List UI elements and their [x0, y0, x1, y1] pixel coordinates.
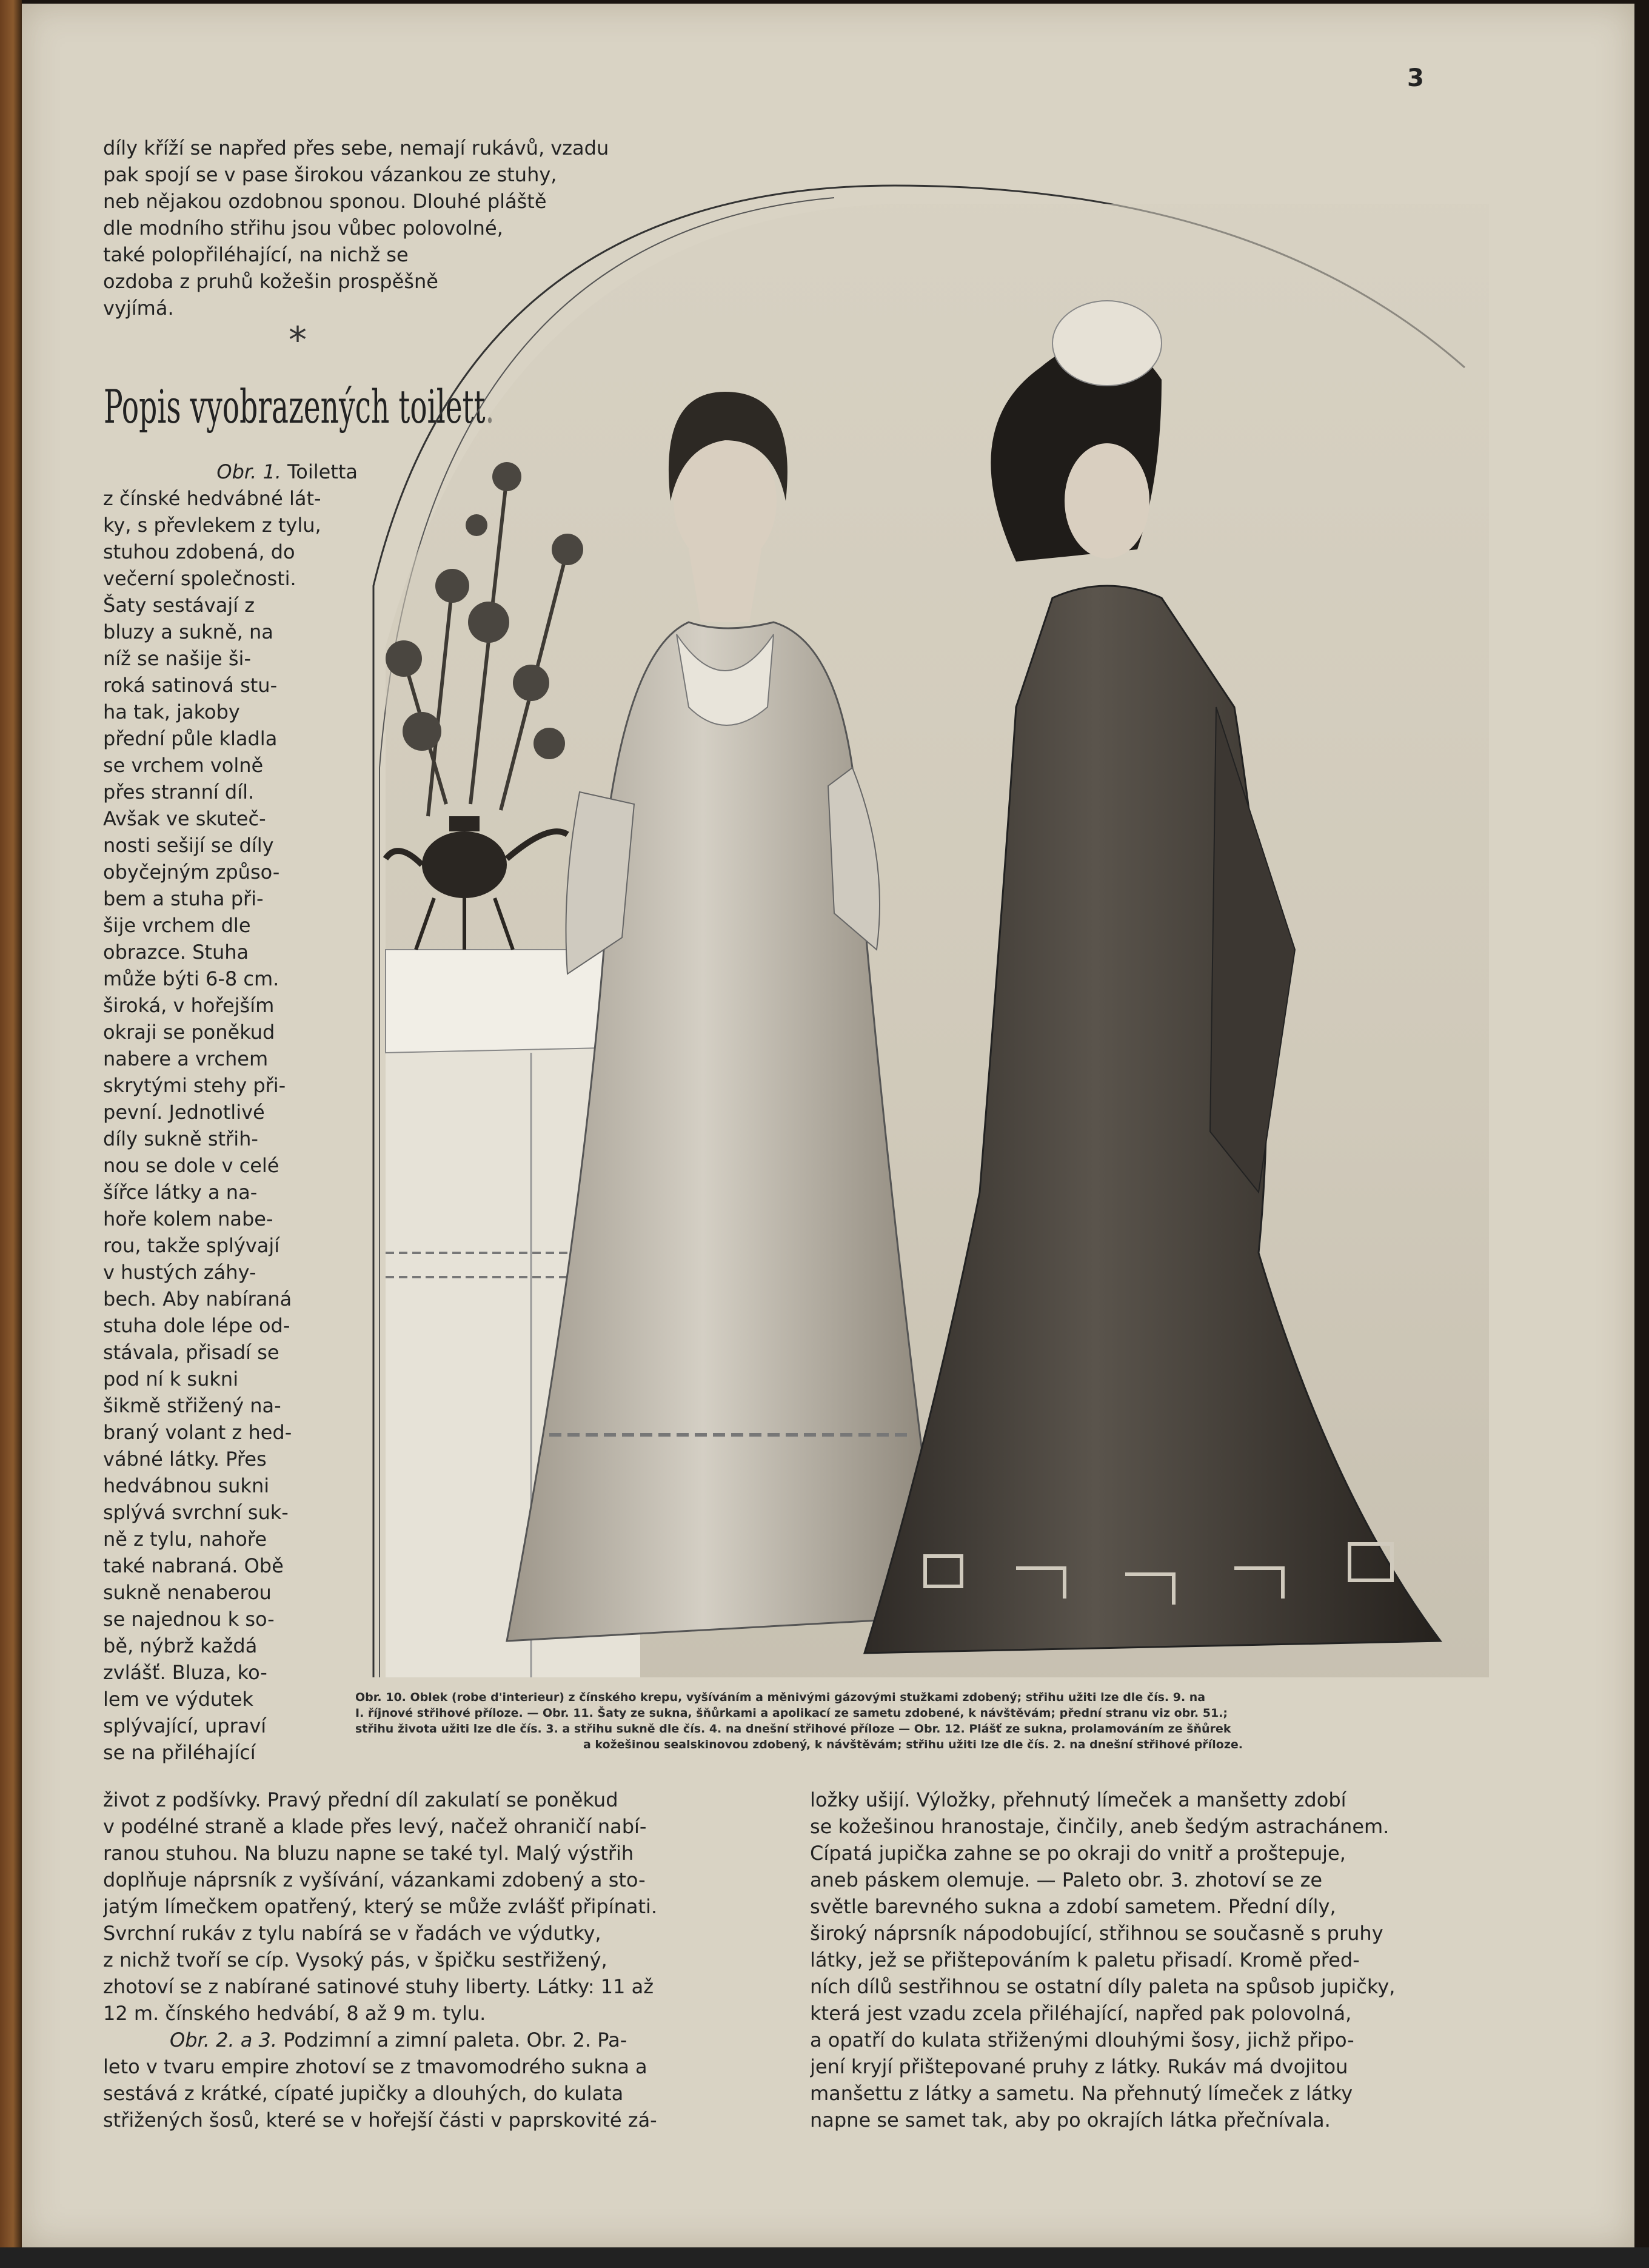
text-line: ha tak, jakoby: [103, 700, 240, 723]
text-line: se na přiléhající: [103, 1741, 256, 1764]
text-line: hedvábnou sukni: [103, 1474, 270, 1497]
text-line: bem a stuha při-: [103, 887, 264, 910]
text-line: nosti sešijí se díly: [103, 834, 274, 857]
text-line: bech. Aby nabíraná: [103, 1287, 292, 1310]
text-line: skrytými stehy při-: [103, 1074, 286, 1097]
text-line: ky, s převlekem z tylu,: [103, 514, 321, 537]
text-line: hoře kolem nabe-: [103, 1207, 273, 1230]
text-line: přes stranní díl.: [103, 780, 255, 804]
text-line: život z podšívky. Pravý přední díl zakulatí se poněkud: [103, 1788, 618, 1811]
text-line: jení kryjí přištepované pruhy z látky. Rukáv má dvojitou: [810, 2055, 1348, 2078]
text-line: která jest vzadu zcela přiléhající, napřed pak polovolná,: [810, 2002, 1352, 2025]
text-line: [103, 2027, 788, 2053]
text-line: se kožešinou hranostaje, činčily, aneb šedým astrachánem.: [810, 1815, 1390, 1838]
page-number: 3: [1407, 64, 1424, 92]
text-line: bě, nýbrž každá: [103, 1634, 258, 1657]
text-line: doplňuje náprsník z vyšívání, vázankami zdobený a sto-: [103, 1868, 646, 1891]
text-line: roká satinová stu-: [103, 674, 278, 697]
text-line: zhotoví se z nabírané satinové stuhy liberty. Látky: 11 až: [103, 1975, 654, 1998]
text-line: níž se našije ši-: [103, 647, 251, 670]
text-line: a opatří do kulata střiženými dlouhými šosy, jichž připo-: [810, 2028, 1354, 2052]
text-line: obyčejným způso-: [103, 861, 280, 884]
text-line: lem ve výdutek: [103, 1688, 253, 1711]
text-line: z čínské hedvábné lát-: [103, 487, 321, 510]
text-line: manšettu z látky a sametu. Na přehnutý límeček z látky: [810, 2082, 1353, 2105]
text-line-content: Toiletta: [287, 460, 358, 483]
magazine-page: [22, 4, 1634, 2247]
text-line: leto v tvaru empire zhotoví se z tmavomodrého sukna a: [103, 2055, 647, 2078]
caption-line: Obr. 10. Oblek (robe d'interieur) z čínského krepu, vyšíváním a měnivými gázovými stužkami zdobený; střihu užiti lze dle čís. 9. na: [355, 1691, 1206, 1704]
text-line-content: Podzimní a zimní paleta. Obr. 2. Pa-: [283, 2028, 627, 2052]
obr1-description: [103, 458, 358, 1766]
figure-caption: [355, 1689, 1471, 1753]
text-line: šije vrchem dle: [103, 914, 251, 937]
text-line: nabere a vrchem: [103, 1047, 269, 1070]
bottom-right-column: [810, 1787, 1483, 2133]
text-line: rou, takže splývají: [103, 1234, 280, 1257]
page-bottom-shadow: [0, 2247, 1649, 2268]
text-line: ranou stuhou. Na bluzu napne se také tyl. Malý výstřih: [103, 1842, 634, 1865]
text-line: také nabraná. Obě: [103, 1554, 284, 1577]
text-line: Šaty sestávají z: [103, 594, 255, 617]
figure-label: Obr. 2. a 3.: [170, 2028, 278, 2052]
fashion-illustration: [349, 161, 1489, 1677]
text-line: braný volant z hed-: [103, 1421, 292, 1444]
text-line: 12 m. čínského hedvábí, 8 až 9 m. tylu.: [103, 2002, 486, 2025]
text-line: nou se dole v celé: [103, 1154, 279, 1177]
text-line: Avšak ve skuteč-: [103, 807, 266, 830]
section-title: Popis vyobrazených toilett.: [104, 380, 495, 434]
text-line: se najednou k so-: [103, 1608, 275, 1631]
caption-line: střihu života užiti lze dle čís. 3. a střihu sukně dle čís. 4. na dnešní střihové příloze — Obr. 12. Plášť ze sukna, prolamováním ze šňůrek: [355, 1722, 1231, 1736]
text-line: stuha dole lépe od-: [103, 1314, 290, 1337]
text-line: splývající, upraví: [103, 1714, 267, 1737]
text-line: ních dílů sestřihnou se ostatní díly paleta na spůsob jupičky,: [810, 1975, 1396, 1998]
text-line: sestává z krátké, cípaté jupičky a dlouhých, do kulata: [103, 2082, 624, 2105]
text-line: šikmě střižený na-: [103, 1394, 281, 1417]
text-line: široká, v hořejším: [103, 994, 275, 1017]
text-line: Cípatá jupička zahne se po okraji do vnitř a proštepuje,: [810, 1842, 1346, 1865]
text-line: světle barevného sukna a zdobí sametem. Přední díly,: [810, 1895, 1336, 1918]
text-line: v hustých záhy-: [103, 1261, 256, 1284]
text-line: látky, jež se přištepováním k paletu přisadí. Kromě před-: [810, 1948, 1360, 1971]
text-line: aneb páskem olemuje. — Paleto obr. 3. zhotoví se ze: [810, 1868, 1323, 1891]
text-line: [103, 458, 358, 485]
text-line: ložky ušijí. Výložky, přehnutý límeček a manšetty zdobí: [810, 1788, 1346, 1811]
text-line: v podélné straně a klade přes levý, načež ohraničí nabí-: [103, 1815, 647, 1838]
text-line: obrazce. Stuha: [103, 941, 249, 964]
bottom-left-column: [103, 1787, 788, 2133]
text-line: může býti 6-8 cm.: [103, 967, 279, 990]
text-line: pak spojí se v pase širokou vázankou ze stuhy,: [103, 163, 557, 186]
text-line: díly kříží se napřed přes sebe, nemají rukávů, vzadu: [103, 136, 609, 159]
caption-line: I. říjnové střihové příloze. — Obr. 11. Šaty ze sukna, šňůrkami a apolikací ze sametu zdobené, k návštěvám; přední stranu viz obr. 51.;: [355, 1706, 1228, 1720]
text-line: díly sukně střih-: [103, 1127, 258, 1150]
text-line: napne se samet tak, aby po okrajích látka přečnívala.: [810, 2109, 1331, 2132]
text-line: večerní společnosti.: [103, 567, 296, 590]
text-line: vábné látky. Přes: [103, 1448, 267, 1471]
text-line: ozdoba z pruhů kožešin prospěšně: [103, 270, 438, 293]
text-line: stávala, přisadí se: [103, 1341, 279, 1364]
text-line: také polopřiléhající, na nichž se: [103, 243, 409, 266]
text-line: stuhou zdobená, do: [103, 540, 295, 563]
text-line: z nichž tvoří se cíp. Vysoký pás, v špičku sestřižený,: [103, 1948, 607, 1971]
text-line: vyjímá.: [103, 297, 174, 320]
text-line: sukně nenaberou: [103, 1581, 272, 1604]
text-line: okraji se poněkud: [103, 1021, 275, 1044]
text-line: jatým límečkem opatřený, který se může zvlášť připínati.: [103, 1895, 658, 1918]
text-line: pevní. Jednotlivé: [103, 1101, 265, 1124]
text-line: splývá svrchní suk-: [103, 1501, 289, 1524]
text-line: Svrchní rukáv z tylu nabírá se v řadách ve výdutky,: [103, 1922, 601, 1945]
text-line: střižených šosů, které se v hořejší části v paprskovité zá-: [103, 2109, 657, 2132]
text-line: šířce látky a na-: [103, 1181, 258, 1204]
section-separator: *: [289, 319, 307, 361]
text-line: zvlášť. Bluza, ko-: [103, 1661, 267, 1684]
text-line: přední půle kladla: [103, 727, 278, 750]
text-line: se vrchem volně: [103, 754, 264, 777]
book-binding-edge: [0, 0, 22, 2268]
text-line: široký náprsník nápodobující, střihnou se současně s pruhy: [810, 1922, 1383, 1945]
caption-line: a kožešinou sealskinovou zdobený, k návštěvám; střihu užiti lze dle čís. 2. na dnešní střihové příloze.: [583, 1738, 1243, 1751]
text-line: neb nějakou ozdobnou sponou. Dlouhé pláště: [103, 190, 547, 213]
text-line: bluzy a sukně, na: [103, 620, 273, 643]
text-line: pod ní k sukni: [103, 1367, 239, 1391]
text-line: ně z tylu, nahoře: [103, 1528, 267, 1551]
figure-label: Obr. 1.: [216, 460, 281, 483]
text-line: dle modního střihu jsou vůbec polovolné,: [103, 216, 503, 240]
